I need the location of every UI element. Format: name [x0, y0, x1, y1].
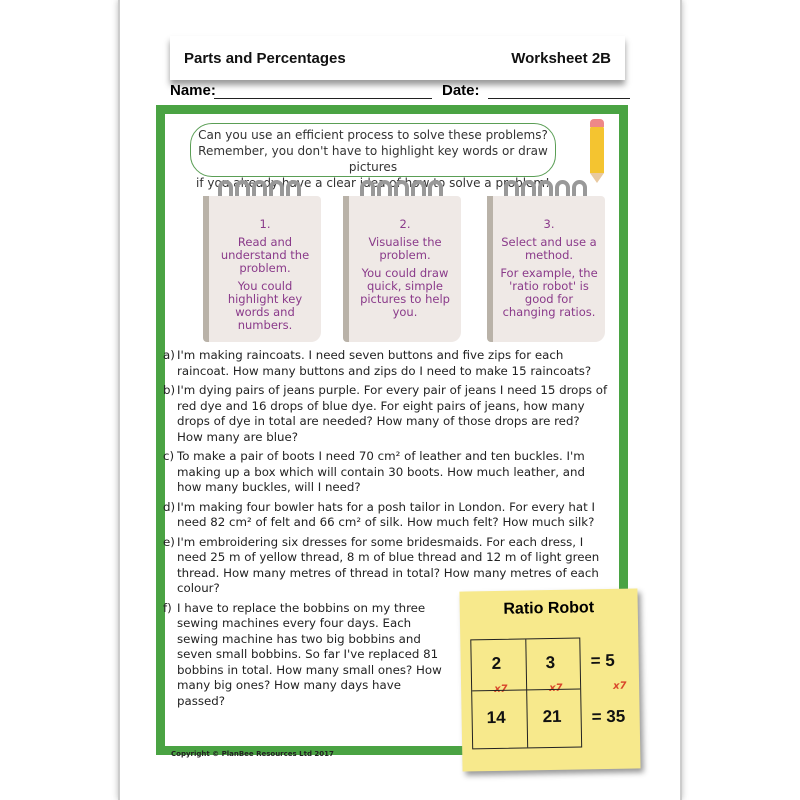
- top-right-value: 3: [545, 652, 556, 673]
- date-field[interactable]: [488, 98, 630, 99]
- bubble-line: Remember, you don't have to highlight key words or draw pictures: [198, 144, 548, 174]
- question-text: I'm making raincoats. I need seven buttons and five zips for each raincoat. How many buttons and zips do I need to make 15 raincoats?: [177, 348, 592, 378]
- step-hint: You could highlight key words and numbers.: [227, 279, 303, 332]
- question-text: I'm making four bowler hats for a posh tailor in London. For every hat I need 82 cm² of felt and 66 cm² of silk. How much felt? How much silk?: [177, 499, 595, 529]
- bubble-line: if you already have a clear idea of how to solve a problem!: [196, 176, 550, 190]
- multiplier-label: x7: [549, 682, 563, 695]
- question-d: [163, 500, 608, 531]
- name-date-row: [170, 82, 630, 102]
- question-a: [163, 348, 608, 379]
- name-field[interactable]: [214, 98, 432, 99]
- multiplier-label: x7: [613, 680, 627, 692]
- step-hint: For example, the 'ratio robot' is good for changing ratios.: [500, 266, 598, 319]
- top-sum: = 5: [590, 650, 615, 671]
- ratio-robot-note: [459, 588, 640, 771]
- question-letter: c): [163, 449, 175, 463]
- bubble-line: Can you use an efficient process to solve these problems?: [198, 128, 548, 142]
- question-letter: b): [163, 383, 176, 397]
- question-text: I'm embroidering six dresses for some bridesmaids. For each dress, I need 25 m of yellow thread, 8 m of blue thread and 12 m of light green thread. How many metres of thread in total? How many metres of each colour?: [177, 534, 600, 595]
- bottom-right-value: 21: [542, 706, 562, 727]
- worksheet-number: Worksheet 2B: [511, 49, 611, 67]
- step-title: Visualise the problem.: [368, 235, 442, 262]
- step-card-3: [487, 196, 605, 342]
- date-label: Date:: [442, 82, 480, 99]
- multiplier-label: x7: [494, 683, 508, 695]
- step-card-2: [343, 196, 461, 342]
- worksheet-title: Parts and Percentages: [184, 49, 346, 67]
- copyright: Copyright © PlanBee Resources Ltd 2017: [171, 750, 334, 758]
- question-text: I'm dying pairs of jeans purple. For every pair of jeans I need 15 drops of red dye and 16 drops of blue dye. For eight pairs of jeans, how many drops of dye in total are needed? How many of those drops are red? How many are blue?: [177, 383, 608, 444]
- question-b: [163, 383, 608, 445]
- step-title: Select and use a method.: [501, 235, 597, 262]
- step-number: 1.: [259, 217, 271, 231]
- step-number: 2.: [399, 217, 411, 231]
- step-card-1: [203, 196, 321, 342]
- ratio-robot-title: Ratio Robot: [503, 599, 595, 618]
- step-number: 3.: [543, 217, 555, 231]
- question-letter: d): [163, 499, 176, 514]
- pencil-icon: [590, 125, 604, 173]
- worksheet-header: [170, 36, 625, 80]
- question-letter: a): [163, 348, 175, 362]
- question-e: [163, 535, 608, 597]
- top-left-value: 2: [491, 653, 502, 674]
- name-label: Name:: [170, 82, 216, 99]
- question-text: I have to replace the bobbins on my three sewing machines every four days. Each sewing machine has two big bobbins and seven small bobbins. So far I've replaced 81 bobbins in total. How many small ones? How many big ones? How many days have passed?: [177, 600, 442, 708]
- speech-bubble: [190, 123, 556, 190]
- bottom-sum: = 35: [591, 706, 626, 727]
- ratio-grid: [470, 637, 582, 749]
- step-hint: You could draw quick, simple pictures to help you.: [360, 266, 450, 319]
- bottom-left-value: 14: [486, 707, 506, 728]
- question-c: [163, 449, 608, 496]
- step-title: Read and understand the problem.: [220, 235, 310, 275]
- question-letter: f): [163, 600, 172, 615]
- question-letter: e): [163, 534, 175, 549]
- question-text: To make a pair of boots I need 70 cm² of leather and ten buckles. I'm making up a box which will contain 30 boots. How much leather, and how many buckles, will I need?: [177, 449, 585, 494]
